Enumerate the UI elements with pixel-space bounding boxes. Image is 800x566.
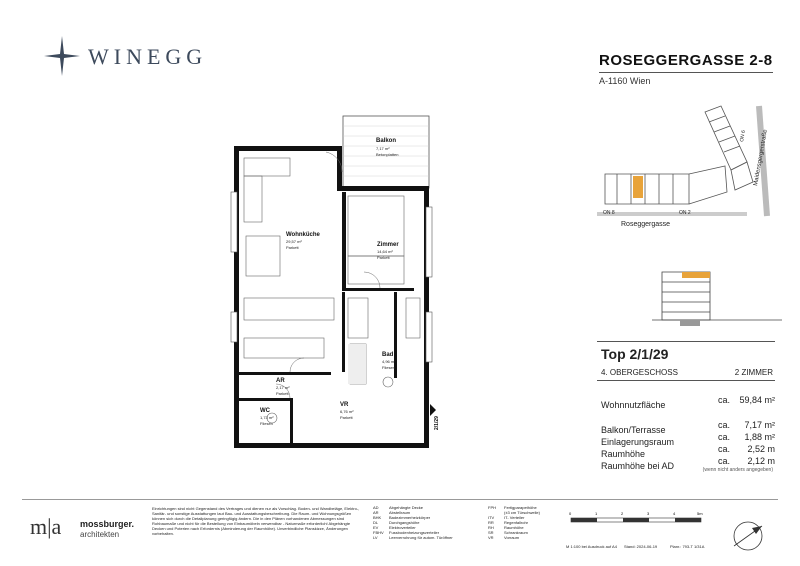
room-area: 7,17 m²	[376, 146, 390, 151]
spec-label: Raumhöhe bei AD	[601, 461, 675, 471]
room-area: 14,64 m²	[377, 249, 393, 254]
legend-row: FBHV Fussbodenheizungsverteiler	[373, 530, 440, 535]
room-name: Zimmer	[377, 242, 399, 248]
brand-name: WINEGG	[88, 44, 208, 69]
site-marker: ON 2	[679, 210, 691, 216]
footer-divider	[22, 499, 778, 500]
room-area: 29,57 m²	[286, 239, 302, 244]
date-note: Stand: 2024-06-19	[624, 544, 658, 549]
spec-value: 7,17 m²	[744, 420, 775, 430]
room-area: 2,17 m²	[276, 385, 290, 390]
scale-tick: 0	[569, 511, 572, 516]
spec-note: (wenn nicht anders angegeben)	[702, 467, 773, 473]
spec-label: Wohnnutzfläche	[601, 400, 666, 410]
spec-value: 59,84 m²	[739, 395, 775, 405]
scale-tick: 5m	[697, 511, 703, 516]
disclaimer: Einrichtungen sind nicht Gegenstand des Vertrages und dienen nur als Vorschlag. Boden- und Wandbeläge, Elektro-, Sanitär- und sonstige Ausstattungen laut Bau- und Ausstattungsbeschreibung. Die Raum- und Wohnungsgrößen können sich durch die Detailplanung geringfügig ändern. Die in den Plänen vorhandenen Abmessungen sind Rohbaumaße und nicht für die Bestellung von Einbaumöbeln verwendbar - Naturmaße erforderlich! Abgehängte Decken und Poterien nach Erfordernis (Abminderung der Raumhöhe). Unverbindliche Planskizze, Änderungen vorbehalten.	[152, 506, 360, 536]
unit-divider	[597, 380, 775, 381]
legend-row: VR Vorraum	[488, 535, 520, 540]
legend-row: RR Regenfallrohr	[488, 520, 529, 525]
room-name: VR	[340, 402, 349, 408]
header-divider	[599, 72, 773, 73]
project-title: ROSEGGERGASSE 2-8	[599, 52, 773, 69]
room-floor: Parkett	[340, 415, 353, 420]
room-area: 1,73 m²	[260, 415, 274, 420]
unit-divider	[597, 341, 775, 342]
spec-row	[601, 395, 775, 413]
scale-note: M 1:100 bei Ausdruck auf A4	[566, 544, 617, 549]
spec-label: Einlagerungsraum	[601, 437, 675, 447]
unit-top-number: Top 2/1/29	[601, 346, 669, 362]
legend-row: (±3 cm Türschwelle)	[504, 510, 540, 515]
winegg-star-logo	[44, 36, 80, 76]
room-floor: Parkett	[286, 245, 299, 250]
floor-plan	[230, 112, 445, 452]
room-floor: Parkett	[377, 255, 390, 260]
spec-value: 2,12 m	[747, 456, 775, 466]
room-name: WC	[260, 408, 270, 414]
legend-row: LV Leerverrohrung für autom. Türöffner	[373, 535, 453, 540]
street-label-right: Maidensgergerstraße	[753, 129, 769, 187]
room-floor: Betonplatten	[376, 152, 399, 157]
legend-row: FPH Fertigparapethöhe	[488, 505, 537, 510]
spec-prefix: ca.	[718, 395, 731, 405]
street-label-bottom: Roseggergasse	[621, 221, 671, 228]
room-name: Bad	[382, 352, 394, 358]
legend-row: AR Abstellraum	[373, 510, 411, 515]
office-name: mossburger.	[80, 519, 135, 529]
room-area: 6,76 m²	[340, 409, 354, 414]
office-sub: architekten	[80, 530, 120, 539]
unit-floor: 4. OBERGESCHOSS	[601, 368, 678, 377]
scale-tick: 3	[647, 511, 650, 516]
room-name: Wohnküche	[286, 232, 320, 238]
legend-row: AD Abgehängte Decke	[373, 505, 424, 510]
unit-tag: 2/1/29	[434, 416, 440, 430]
spec-label: Raumhöhe	[601, 449, 646, 459]
legend-row: DL Durchgangshöhe	[373, 520, 420, 525]
north-arrow-icon	[730, 518, 766, 554]
legend-row: EV Elektroverteiler	[373, 525, 416, 530]
site-plan	[597, 96, 777, 236]
spec-value: 2,52 m	[747, 444, 775, 454]
legend-col-2	[488, 505, 558, 540]
office-logo-mark: m|a	[30, 514, 62, 539]
spec-value: 1,88 m²	[744, 432, 775, 442]
scale-tick: 4	[673, 511, 676, 516]
spec-label: Balkon/Terrasse	[601, 425, 666, 435]
spec-prefix: ca.	[718, 456, 731, 466]
room-floor: Fliesen	[260, 421, 273, 426]
spec-prefix: ca.	[718, 444, 731, 454]
site-marker: ON 8	[603, 210, 615, 216]
scale-bar	[565, 506, 715, 530]
room-floor: Fliesen	[382, 365, 395, 370]
legend-row: ITV IT- Verteiler	[488, 515, 525, 520]
scale-tick: 1	[595, 511, 598, 516]
scale-tick: 2	[621, 511, 624, 516]
room-floor: Parkett	[276, 391, 289, 396]
legend-col-1	[373, 505, 483, 540]
plan-number: Planr.: 793-T 1/31A	[670, 544, 705, 549]
spec-prefix: ca.	[718, 420, 731, 430]
spec-prefix: ca.	[718, 432, 731, 442]
site-marker: ON 6	[739, 129, 747, 143]
unit-room-count: 2 ZIMMER	[734, 368, 773, 377]
legend-row: BHK Badezimmerheizkörper	[373, 515, 431, 520]
room-name: AR	[276, 378, 285, 384]
project-address: A-1160 Wien	[599, 76, 651, 86]
room-area: 4,96 m²	[382, 359, 396, 364]
legend-row: SR Schrankraum	[488, 530, 528, 535]
legend-row: RH Raumhöhe	[488, 525, 524, 530]
room-name: Balkon	[376, 138, 397, 144]
building-section	[652, 252, 782, 330]
